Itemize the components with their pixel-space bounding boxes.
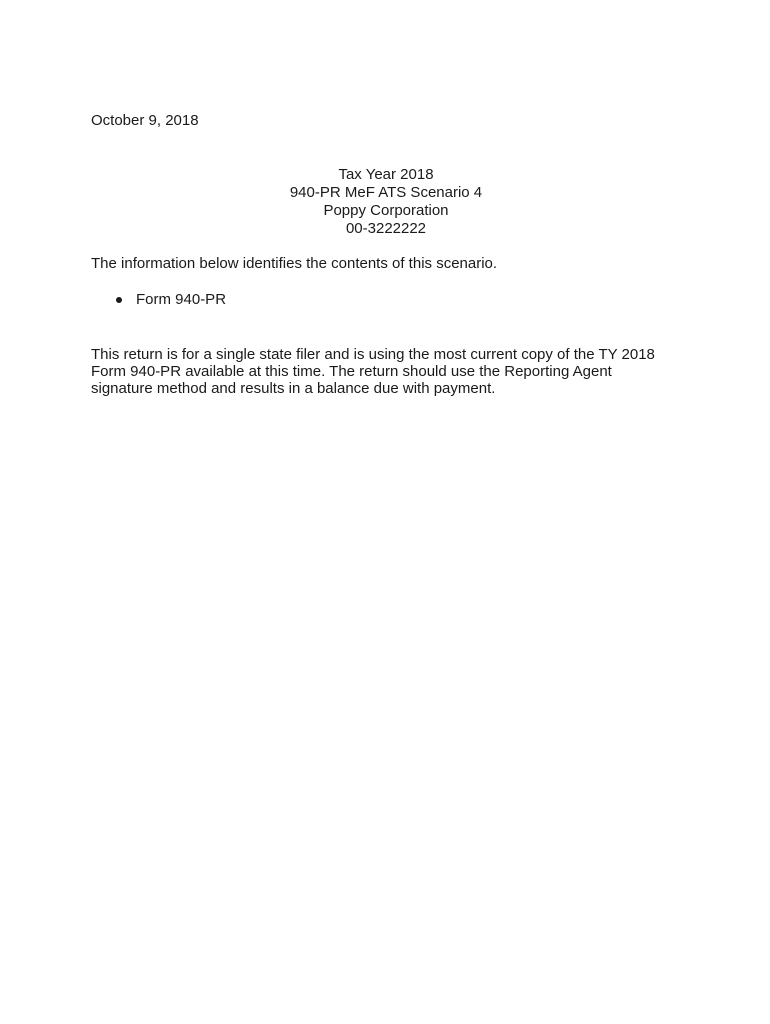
intro-text: The information below identifies the contents of this scenario. xyxy=(91,255,498,272)
company-name-line: Poppy Corporation xyxy=(323,202,449,219)
body-line: signature method and results in a balance due with payment. xyxy=(91,380,496,397)
list-item xyxy=(91,291,226,309)
ein-line: 00-3222222 xyxy=(345,220,427,237)
body-line: This return is for a single state filer and is using the most current copy of the TY 2018 xyxy=(91,346,655,363)
contents-list xyxy=(91,291,226,309)
bullet-icon xyxy=(116,297,122,303)
tax-year-line: Tax Year 2018 xyxy=(338,166,434,183)
body-paragraph xyxy=(91,346,691,397)
body-line: Form 940-PR available at this time. The return should use the Reporting Agent xyxy=(91,363,612,380)
scenario-title-block xyxy=(0,166,770,238)
scenario-line: 940-PR MeF ATS Scenario 4 xyxy=(289,184,483,201)
list-item-label: Form 940-PR xyxy=(136,291,227,308)
letter-date: October 9, 2018 xyxy=(91,112,199,129)
